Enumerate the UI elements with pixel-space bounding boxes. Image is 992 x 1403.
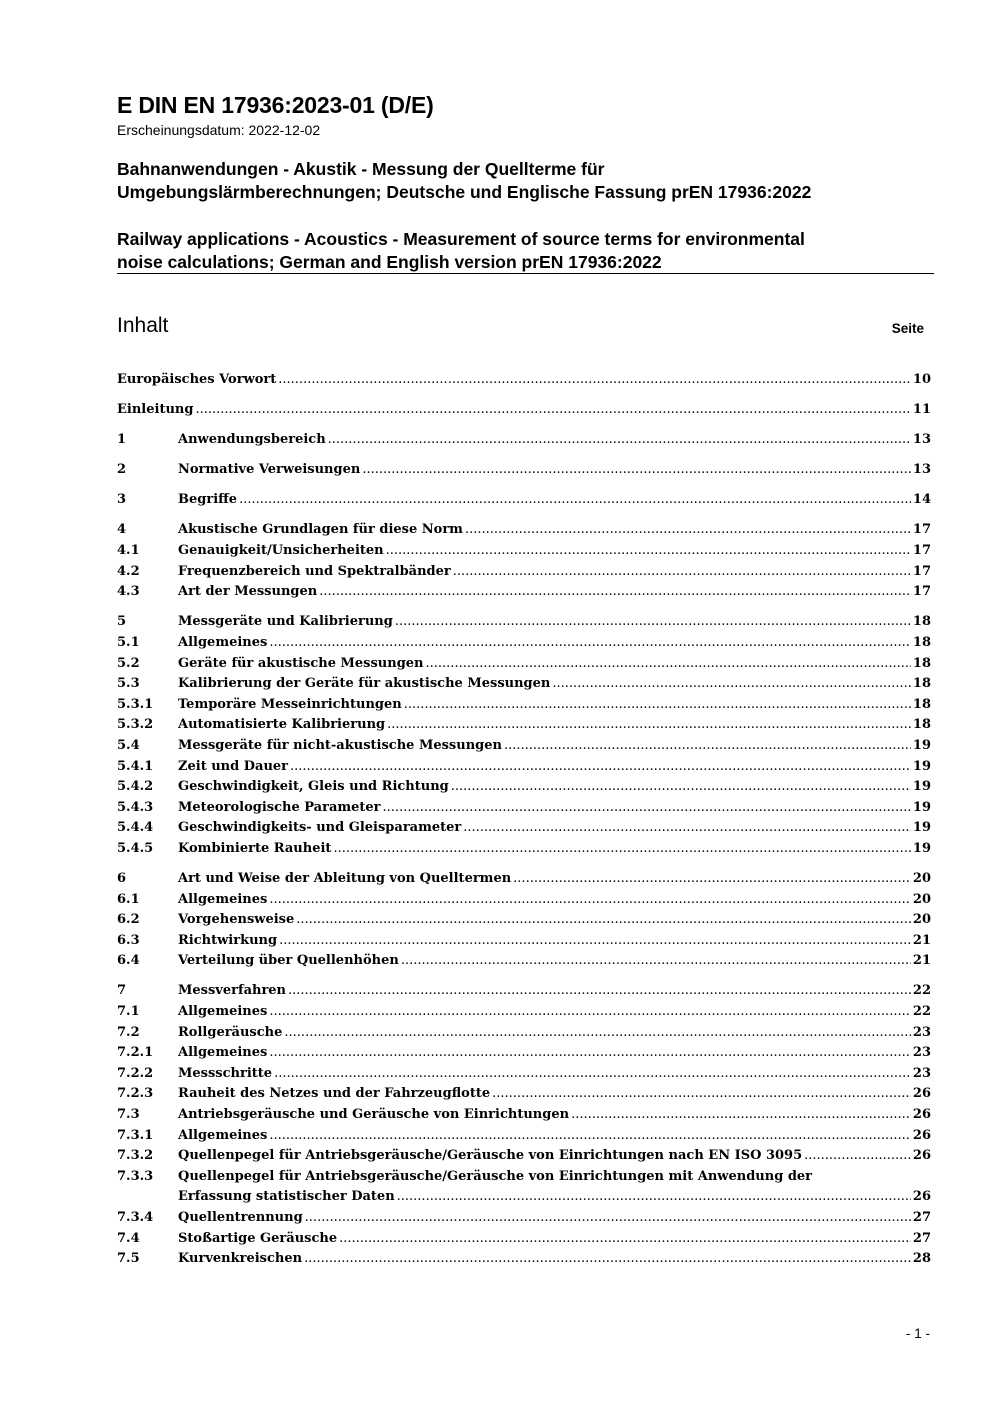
toc-leader-dots — [492, 1084, 911, 1105]
toc-entry-number: 5.1 — [117, 634, 140, 650]
toc-entry-page: 18 — [912, 614, 931, 630]
toc-entry[interactable] — [117, 910, 931, 931]
toc-leader-dots — [513, 869, 911, 890]
toc-entry-number: 5.4.4 — [117, 820, 154, 836]
toc-entry-number: 7.2.1 — [117, 1045, 154, 1061]
toc-leader-dots — [386, 541, 911, 562]
publication-date: Erscheinungsdatum: 2022-12-02 — [117, 122, 321, 138]
toc-entry-number: 7.4 — [117, 1230, 140, 1246]
toc-entry[interactable] — [117, 400, 931, 421]
toc-entry-number: 4.3 — [117, 584, 140, 600]
toc-leader-dots — [269, 1002, 911, 1023]
toc-leader-dots — [239, 490, 911, 511]
toc-entry-title: Allgemeines — [178, 1127, 268, 1143]
toc-entry[interactable] — [117, 1167, 931, 1208]
toc-entry-number: 5.4 — [117, 737, 140, 753]
toc-entry-page: 18 — [912, 717, 931, 733]
toc-leader-dots — [195, 400, 910, 421]
toc-entry-number: 5.3.1 — [117, 696, 154, 712]
toc-entry[interactable] — [117, 981, 931, 1002]
toc-entry-title: Antriebsgeräusche und Geräusche von Einrichtungen — [178, 1107, 570, 1122]
toc-entry-page: 10 — [912, 372, 931, 387]
toc-entry-title: Rollgeräusche — [178, 1024, 283, 1040]
toc-leader-dots — [571, 1105, 911, 1126]
toc-leader-dots — [463, 818, 911, 839]
toc-entry[interactable] — [117, 490, 931, 511]
toc-entry-number: 5.3 — [117, 676, 140, 692]
toc-entry[interactable] — [117, 798, 931, 819]
toc-entry-title: Begriffe — [178, 492, 238, 508]
toc-leader-dots — [451, 777, 911, 798]
toc-entry-title: Quellentrennung — [178, 1209, 303, 1225]
toc-entry-number: 7.5 — [117, 1251, 140, 1267]
toc-leader-dots — [552, 674, 911, 695]
toc-entry-title: Messgeräte und Kalibrierung — [178, 614, 393, 630]
toc-entry-page: 18 — [912, 676, 931, 692]
toc-entry[interactable] — [117, 736, 931, 757]
toc-entry[interactable] — [117, 582, 931, 603]
toc-entry[interactable] — [117, 869, 931, 890]
toc-entry-title: Akustische Grundlagen für diese Norm — [178, 522, 463, 538]
toc-entry-page: 26 — [912, 1107, 931, 1122]
toc-entry[interactable] — [117, 777, 931, 798]
toc-entry[interactable] — [117, 520, 931, 541]
toc-entry-page: 27 — [912, 1230, 931, 1246]
toc-entry-title: Messschritte — [178, 1065, 273, 1081]
toc-entry[interactable] — [117, 839, 931, 860]
title-english-line-1: Railway applications - Acoustics - Measurement of source terms for environmental — [117, 229, 805, 249]
toc-entry-page: 17 — [912, 563, 931, 579]
toc-entry-page: 21 — [912, 932, 931, 948]
toc-entry-page: 13 — [912, 432, 931, 448]
toc-entry-page: 26 — [912, 1189, 931, 1205]
toc-entry[interactable] — [117, 1023, 931, 1044]
toc-entry-number: 4.2 — [117, 563, 140, 579]
toc-entry-number: 7.1 — [117, 1004, 140, 1020]
document-id: E DIN EN 17936:2023-01 (D/E) — [117, 92, 434, 118]
toc-entry-page: 26 — [912, 1148, 931, 1164]
toc-entry-page: 19 — [912, 758, 931, 774]
toc-leader-dots — [804, 1146, 911, 1167]
toc-entry-page: 20 — [912, 891, 931, 907]
toc-entry-page: 18 — [912, 696, 931, 712]
toc-entry-number: 7.2 — [117, 1024, 140, 1040]
toc-entry[interactable] — [117, 1084, 931, 1105]
toc-entry[interactable] — [117, 757, 931, 778]
toc-leader-dots — [328, 430, 911, 451]
toc-entry-page: 19 — [912, 820, 931, 836]
toc-entry-number: 6 — [117, 870, 127, 886]
toc-entry-title: Quellenpegel für Antriebsgeräusche/Geräusche von Einrichtungen nach EN ISO 3095 — [178, 1148, 803, 1164]
toc-entry-number: 7.2.3 — [117, 1086, 154, 1102]
toc-leader-dots — [397, 1187, 911, 1208]
toc-entry-title-line-2: Erfassung statistischer Daten — [178, 1189, 395, 1205]
toc-leader-dots — [395, 612, 911, 633]
toc-entry-title: Europäisches Vorwort — [117, 372, 277, 387]
toc-leader-dots — [269, 1043, 911, 1064]
toc-entry[interactable] — [117, 931, 931, 952]
toc-entry-page: 14 — [912, 492, 931, 508]
toc-entry-number: 4.1 — [117, 543, 140, 559]
title-german-line-2: Umgebungslärmberechnungen; Deutsche und Englische Fassung prEN 17936:2022 — [117, 182, 812, 202]
toc-entry-number: 5.2 — [117, 655, 140, 671]
toc-entry-title: Geschwindigkeit, Gleis und Richtung — [178, 779, 449, 795]
toc-entry[interactable] — [117, 654, 931, 675]
toc-entry-title: Geräte für akustische Messungen — [178, 655, 424, 671]
toc-entry-title: Verteilung über Quellenhöhen — [178, 953, 399, 969]
toc-leader-dots — [383, 798, 911, 819]
toc-entry-title: Allgemeines — [178, 1004, 268, 1020]
toc-entry[interactable] — [117, 430, 931, 451]
toc-leader-dots — [274, 1064, 911, 1085]
toc-entry-number: 7.3 — [117, 1107, 140, 1122]
toc-entry-number: 4 — [117, 522, 127, 538]
toc-entry[interactable] — [117, 674, 931, 695]
toc-heading: Inhalt — [117, 314, 169, 337]
toc-entry-title: Rauheit des Netzes und der Fahrzeugflotte — [178, 1086, 491, 1102]
toc-entry-title: Allgemeines — [178, 634, 268, 650]
toc-entry-title: Anwendungsbereich — [178, 432, 326, 448]
toc-leader-dots — [296, 910, 911, 931]
toc-entry[interactable] — [117, 370, 931, 391]
toc-entry-number: 5.4.5 — [117, 840, 154, 856]
toc-entry-title: Geschwindigkeits- und Gleisparameter — [178, 820, 462, 836]
toc-entry-title: Allgemeines — [178, 891, 268, 907]
toc-leader-dots — [319, 582, 911, 603]
toc-entry[interactable] — [117, 1002, 931, 1023]
toc-entry-number: 3 — [117, 492, 127, 508]
toc-leader-dots — [288, 981, 911, 1002]
toc-entry-page: 13 — [912, 462, 931, 478]
toc-entry-page: 17 — [912, 584, 931, 600]
toc-entry-title: Messverfahren — [178, 983, 287, 999]
toc-entry-page: 18 — [912, 634, 931, 650]
toc-entry[interactable] — [117, 612, 931, 633]
toc-entry-page: 21 — [912, 953, 931, 969]
title-divider — [117, 273, 934, 274]
toc-entry-page: 11 — [912, 402, 931, 418]
toc-entry[interactable] — [117, 1043, 931, 1064]
toc-entry-page: 17 — [912, 522, 931, 538]
toc-entry-number: 5.4.1 — [117, 758, 154, 774]
title-english-line-2: noise calculations; German and English version prEN 17936:2022 — [117, 252, 662, 272]
toc-entry-title: Messgeräte für nicht-akustische Messungen — [178, 737, 502, 753]
toc-leader-dots — [504, 736, 911, 757]
toc-entry-number: 7.3.4 — [117, 1209, 154, 1225]
toc-entry-page: 23 — [912, 1045, 931, 1061]
toc-entry[interactable] — [117, 1126, 931, 1147]
toc-leader-dots — [284, 1023, 911, 1044]
toc-entry-page: 27 — [912, 1209, 931, 1225]
page-number: - 1 - — [905, 1326, 930, 1341]
title-english — [117, 228, 805, 274]
toc-entry-title: Automatisierte Kalibrierung — [178, 717, 386, 733]
toc-entry-title: Zeit und Dauer — [178, 758, 289, 774]
toc-entry-number: 5 — [117, 614, 127, 630]
toc-entry-page: 20 — [912, 870, 931, 886]
toc-entry-title: Kombinierte Rauheit — [178, 840, 332, 856]
toc-entry-title: Meteorologische Parameter — [178, 799, 381, 815]
toc-entry[interactable] — [117, 541, 931, 562]
toc-entry[interactable] — [117, 890, 931, 911]
toc-entry-number: 7.2.2 — [117, 1065, 154, 1081]
toc-entry-title: Normative Verweisungen — [178, 462, 361, 478]
toc-entry[interactable] — [117, 715, 931, 736]
toc-leader-dots — [305, 1208, 911, 1229]
toc-entry-number: 5.4.3 — [117, 799, 154, 815]
toc-entry[interactable] — [117, 633, 931, 654]
toc-entry-title: Art und Weise der Ableitung von Quelltermen — [178, 870, 512, 886]
toc-entry-title-line-1: Quellenpegel für Antriebsgeräusche/Geräusche von Einrichtungen mit Anwendung der — [178, 1168, 813, 1184]
toc-entry[interactable] — [117, 1146, 931, 1167]
toc-entry-page: 19 — [912, 840, 931, 856]
toc-leader-dots — [304, 1249, 911, 1270]
toc-entry[interactable] — [117, 1249, 931, 1270]
toc-entry-page: 26 — [912, 1127, 931, 1143]
toc-leader-dots — [279, 931, 911, 952]
toc-entry-page: 19 — [912, 799, 931, 815]
toc-entry-number: 1 — [117, 432, 127, 448]
toc-entry[interactable] — [117, 562, 931, 583]
toc-leader-dots — [426, 654, 911, 675]
toc-entry-title: Kurvenkreischen — [178, 1251, 303, 1267]
toc-entry-page: 19 — [912, 779, 931, 795]
toc-entry-page: 23 — [912, 1024, 931, 1040]
toc-entry-page: 22 — [912, 1004, 931, 1020]
toc-entry-page: 23 — [912, 1065, 931, 1081]
toc-leader-dots — [387, 715, 911, 736]
toc-entry-title: Kalibrierung der Geräte für akustische Messungen — [178, 676, 551, 692]
toc-entry-number: 6.4 — [117, 953, 140, 969]
table-of-contents — [117, 370, 931, 1270]
toc-entry-page: 20 — [912, 912, 931, 928]
toc-entry-page: 26 — [912, 1086, 931, 1102]
toc-leader-dots — [465, 520, 911, 541]
toc-entry-title: Art der Messungen — [178, 584, 318, 600]
toc-entry-number: 7 — [117, 983, 127, 999]
toc-entry[interactable] — [117, 460, 931, 481]
toc-entry[interactable] — [117, 695, 931, 716]
toc-entry-number: 5.4.2 — [117, 779, 154, 795]
toc-leader-dots — [333, 839, 910, 860]
toc-entry-number: 7.3.2 — [117, 1148, 154, 1164]
toc-entry-number: 7.3.1 — [117, 1127, 154, 1143]
title-german — [117, 158, 811, 204]
toc-entry-page: 22 — [912, 983, 931, 999]
toc-entry[interactable] — [117, 951, 931, 972]
toc-entry-page: 18 — [912, 655, 931, 671]
title-german-line-1: Bahnanwendungen - Akustik - Messung der Quellterme für — [117, 159, 605, 179]
toc-entry[interactable] — [117, 818, 931, 839]
toc-entry[interactable] — [117, 1208, 931, 1229]
toc-entry-number: 6.2 — [117, 912, 140, 928]
toc-leader-dots — [269, 1126, 911, 1147]
toc-page-column-label: Seite — [891, 321, 924, 336]
toc-leader-dots — [290, 757, 911, 778]
toc-leader-dots — [453, 562, 911, 583]
toc-leader-dots — [269, 633, 911, 654]
toc-leader-dots — [339, 1229, 911, 1250]
toc-entry-page: 28 — [912, 1251, 931, 1267]
toc-entry-page: 17 — [912, 543, 931, 559]
toc-entry-title: Allgemeines — [178, 1045, 268, 1061]
toc-leader-dots — [404, 695, 911, 716]
toc-entry-title: Temporäre Messeinrichtungen — [178, 696, 402, 712]
toc-entry-page: 19 — [912, 737, 931, 753]
toc-leader-dots — [269, 890, 911, 911]
toc-entry-title: Richtwirkung — [178, 932, 278, 948]
toc-entry-number: 6.1 — [117, 891, 140, 907]
toc-entry-number: 7.3.3 — [117, 1168, 154, 1184]
toc-leader-dots — [278, 370, 911, 391]
toc-entry[interactable] — [117, 1105, 931, 1126]
toc-leader-dots — [401, 951, 911, 972]
toc-entry-title: Genauigkeit/Unsicherheiten — [178, 543, 384, 559]
toc-entry-number: 5.3.2 — [117, 717, 154, 733]
toc-entry[interactable] — [117, 1229, 931, 1250]
toc-entry-title: Vorgehensweise — [178, 912, 295, 928]
toc-entry-title: Stoßartige Geräusche — [178, 1230, 338, 1246]
toc-entry-number: 2 — [117, 462, 127, 478]
toc-entry[interactable] — [117, 1064, 931, 1085]
toc-entry-title: Einleitung — [117, 402, 194, 418]
toc-leader-dots — [362, 460, 911, 481]
toc-entry-number: 6.3 — [117, 932, 140, 948]
toc-entry-title: Frequenzbereich und Spektralbänder — [178, 563, 451, 579]
